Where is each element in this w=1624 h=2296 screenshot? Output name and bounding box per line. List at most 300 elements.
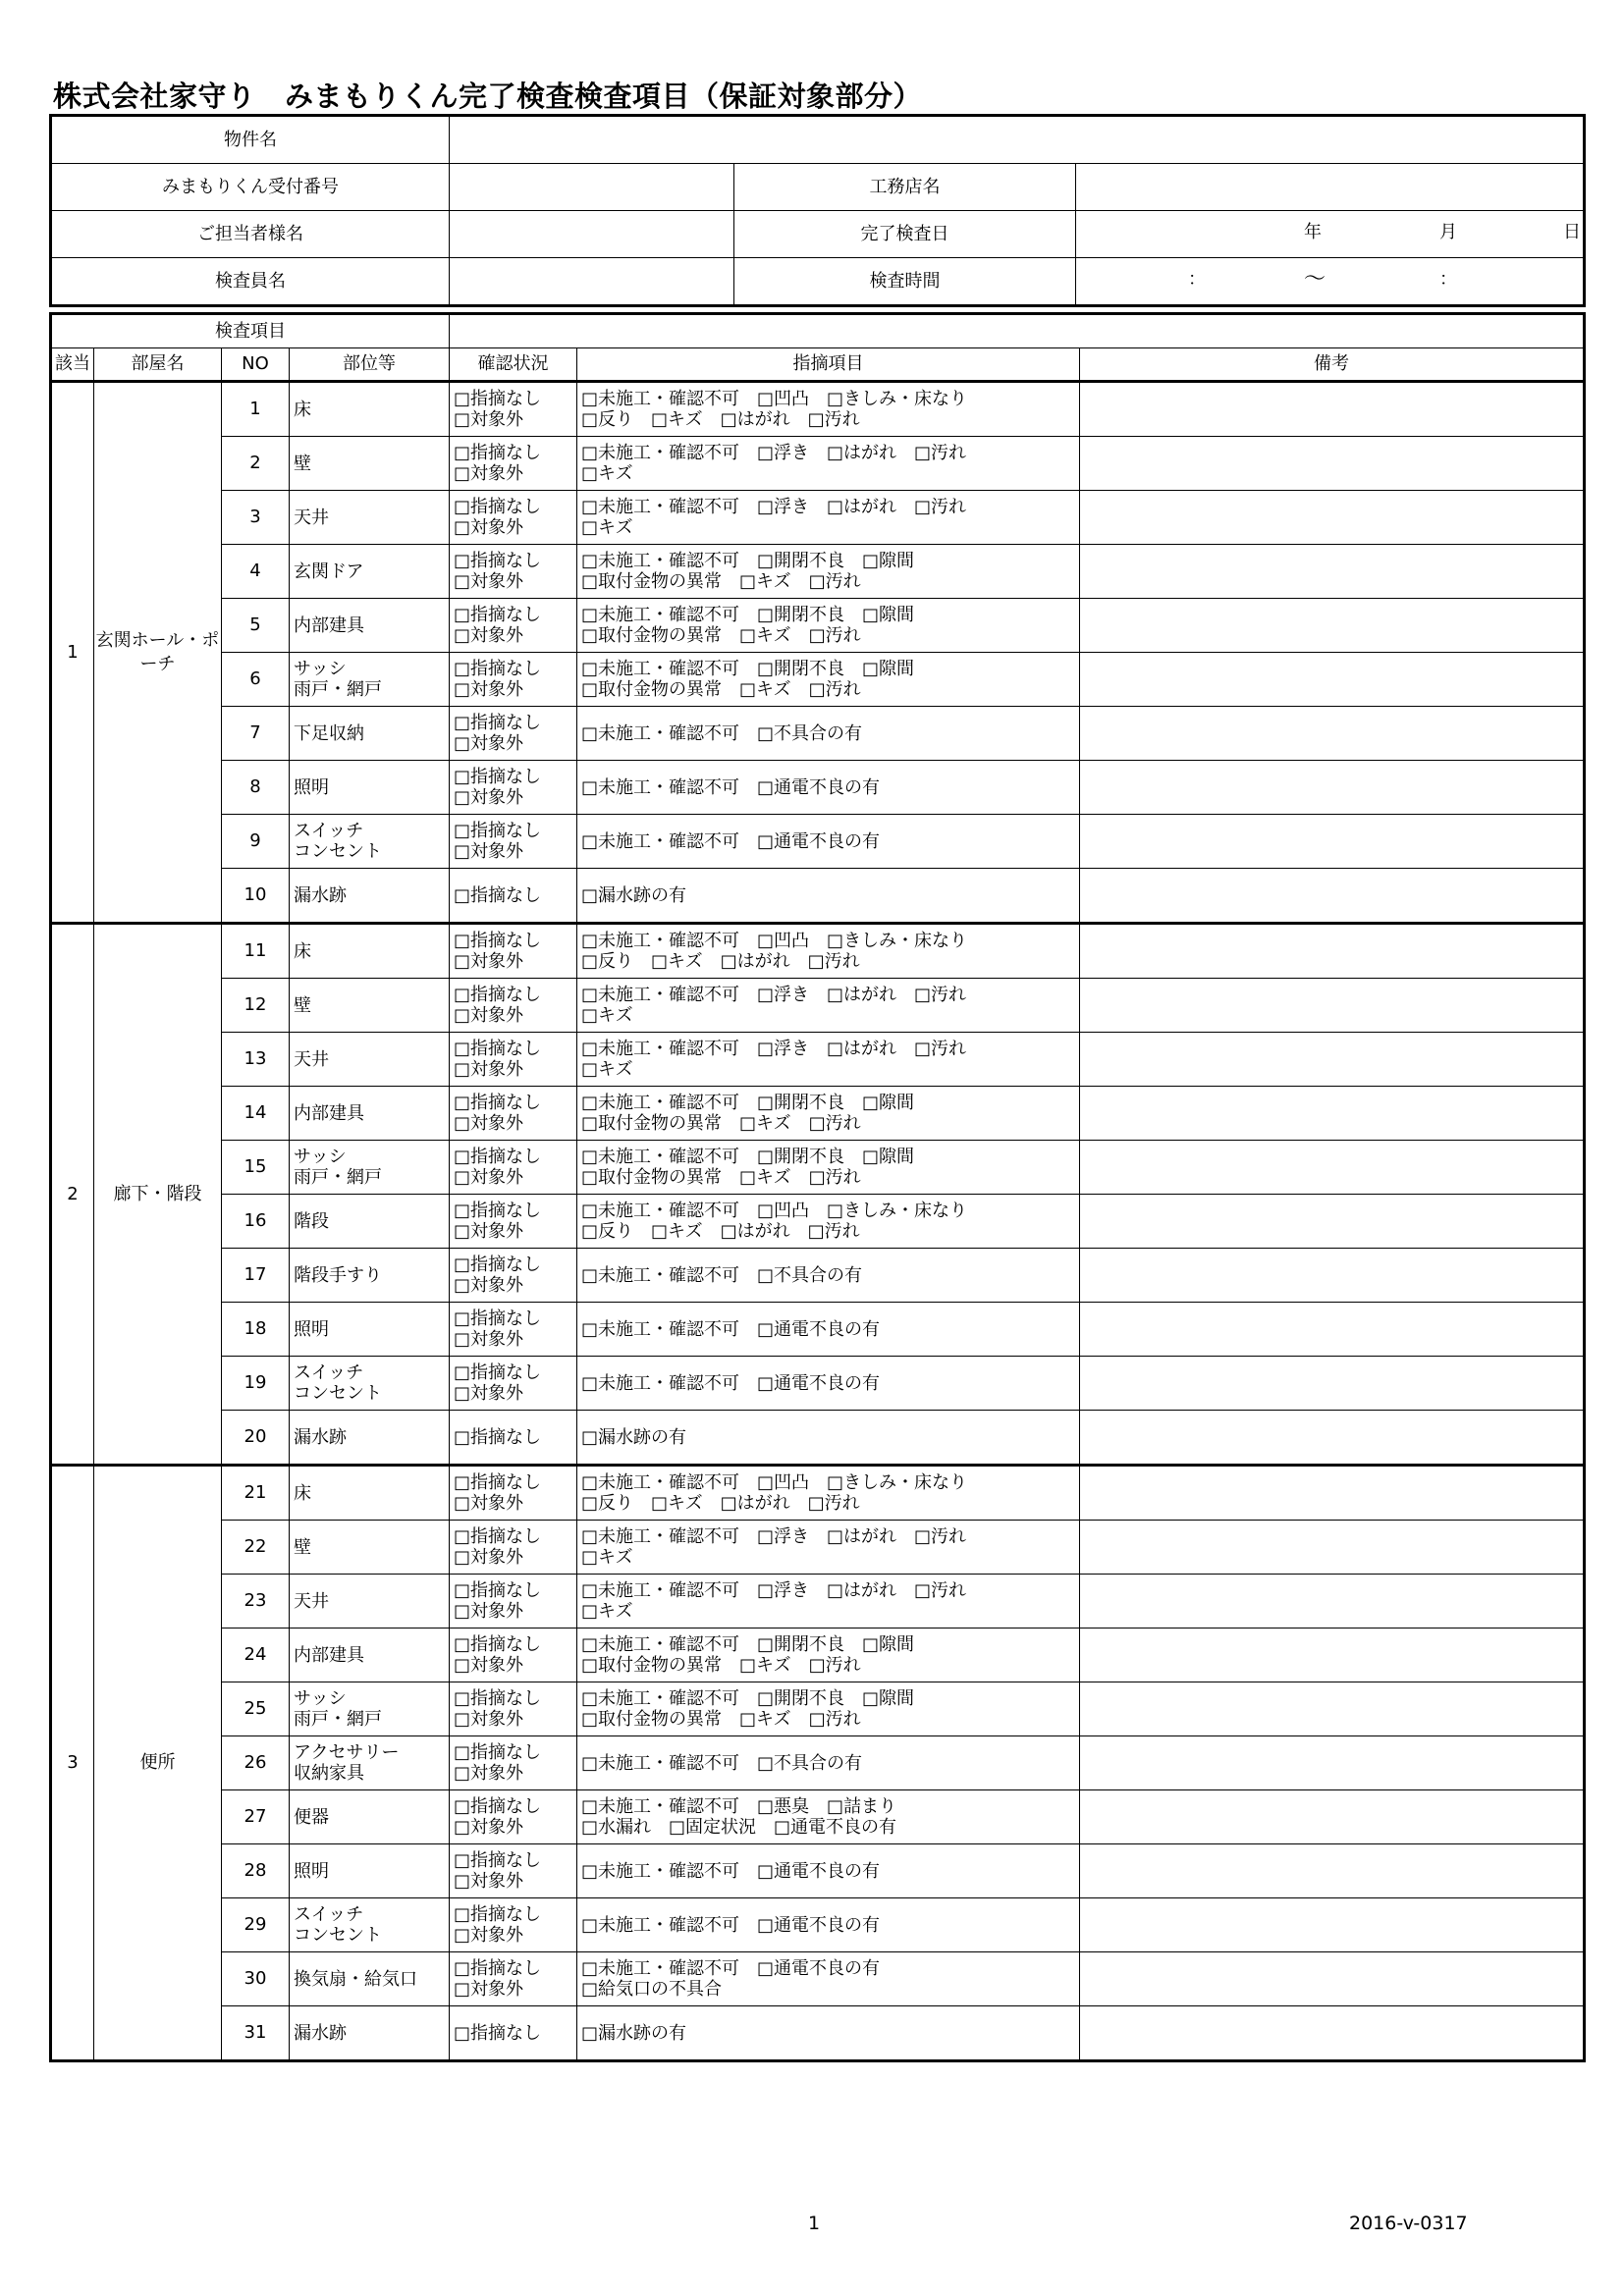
inspector-field[interactable] bbox=[450, 258, 734, 306]
remarks-field[interactable] bbox=[1080, 1898, 1585, 1952]
date-day: 日 bbox=[1563, 222, 1581, 242]
part-name-line: 天井 bbox=[294, 507, 329, 528]
issue-checkbox-line[interactable]: □未施工・確認不可 □浮き □はがれ □汚れ bbox=[581, 443, 967, 463]
part-name-line: 換気扇・給気口 bbox=[294, 1968, 417, 1990]
table-row bbox=[51, 1629, 1585, 1682]
contact-label: ご担当者様名 bbox=[51, 211, 450, 258]
time-colon-start: ： bbox=[1188, 269, 1206, 290]
remarks-field[interactable] bbox=[1080, 1087, 1585, 1141]
part-name-line: 内部建具 bbox=[294, 1102, 364, 1124]
remarks-field[interactable] bbox=[1080, 2006, 1585, 2061]
part-name bbox=[290, 924, 450, 979]
not-applicable-checkbox[interactable]: □対象外 bbox=[454, 1601, 524, 1622]
remarks-field[interactable] bbox=[1080, 1844, 1585, 1898]
issue-items bbox=[577, 382, 1080, 437]
table-row bbox=[51, 1411, 1585, 1466]
builder-label: 工務店名 bbox=[734, 164, 1076, 211]
issue-items bbox=[577, 1790, 1080, 1844]
remarks-field[interactable] bbox=[1080, 924, 1585, 979]
no-issue-checkbox[interactable]: □指摘なし bbox=[454, 767, 542, 787]
not-applicable-checkbox[interactable]: □対象外 bbox=[454, 625, 524, 646]
no-issue-checkbox[interactable]: □指摘なし bbox=[454, 1796, 542, 1817]
part-name-line: 天井 bbox=[294, 1590, 329, 1612]
remarks-field[interactable] bbox=[1080, 815, 1585, 869]
remarks-field[interactable] bbox=[1080, 1033, 1585, 1087]
issue-checkbox-line[interactable]: □未施工・確認不可 □通電不良の有 bbox=[581, 1372, 881, 1394]
remarks-field[interactable] bbox=[1080, 979, 1585, 1033]
confirmation-status bbox=[450, 1898, 577, 1952]
part-name bbox=[290, 491, 450, 545]
table-row bbox=[51, 2006, 1585, 2061]
remarks-field[interactable] bbox=[1080, 869, 1585, 924]
confirmation-status bbox=[450, 1521, 577, 1575]
item-number: 6 bbox=[222, 653, 290, 707]
part-name-line: 漏水跡 bbox=[294, 884, 347, 906]
issue-items bbox=[577, 1357, 1080, 1411]
no-issue-checkbox[interactable]: □指摘なし bbox=[454, 1255, 542, 1275]
remarks-field[interactable] bbox=[1080, 707, 1585, 761]
remarks-field[interactable] bbox=[1080, 1575, 1585, 1629]
remarks-field[interactable] bbox=[1080, 1952, 1585, 2006]
item-number: 21 bbox=[222, 1466, 290, 1521]
part-name bbox=[290, 761, 450, 815]
issue-checkbox-line[interactable]: □未施工・確認不可 □凹凸 □きしみ・床なり bbox=[581, 1472, 968, 1493]
column-header: 該当 bbox=[51, 348, 94, 382]
remarks-field[interactable] bbox=[1080, 1466, 1585, 1521]
no-issue-checkbox[interactable]: □指摘なし bbox=[454, 713, 542, 733]
table-row bbox=[51, 815, 1585, 869]
part-name-line: コンセント bbox=[294, 841, 382, 862]
no-issue-checkbox[interactable]: □指摘なし bbox=[454, 1958, 542, 1979]
not-applicable-checkbox[interactable]: □対象外 bbox=[454, 409, 524, 430]
remarks-field[interactable] bbox=[1080, 1411, 1585, 1466]
part-name bbox=[290, 1249, 450, 1303]
issue-checkbox-line[interactable]: □未施工・確認不可 □浮き □はがれ □汚れ bbox=[581, 1580, 967, 1601]
issue-checkbox-line[interactable]: □取付金物の異常 □キズ □汚れ bbox=[581, 625, 861, 646]
issue-checkbox-line[interactable]: □取付金物の異常 □キズ □汚れ bbox=[581, 571, 861, 592]
issue-checkbox-line[interactable]: □未施工・確認不可 □通電不良の有 bbox=[581, 1958, 881, 1979]
property-name-label: 物件名 bbox=[51, 116, 450, 164]
issue-checkbox-line[interactable]: □漏水跡の有 bbox=[581, 884, 687, 906]
issue-checkbox-line[interactable]: □未施工・確認不可 □開閉不良 □隙間 bbox=[581, 551, 915, 571]
part-name bbox=[290, 653, 450, 707]
issue-checkbox-line[interactable]: □未施工・確認不可 □開閉不良 □隙間 bbox=[581, 605, 915, 625]
remarks-field[interactable] bbox=[1080, 1141, 1585, 1195]
confirmation-status bbox=[450, 1249, 577, 1303]
not-applicable-checkbox[interactable]: □対象外 bbox=[454, 1221, 524, 1242]
table-row bbox=[51, 491, 1585, 545]
inspector-label: 検査員名 bbox=[51, 258, 450, 306]
confirmation-status bbox=[450, 979, 577, 1033]
item-number: 24 bbox=[222, 1629, 290, 1682]
part-name bbox=[290, 1952, 450, 2006]
issue-checkbox-line[interactable]: □水漏れ □固定状況 □通電不良の有 bbox=[581, 1817, 897, 1838]
table-row bbox=[51, 1736, 1585, 1790]
confirmation-status bbox=[450, 1141, 577, 1195]
issue-items bbox=[577, 1411, 1080, 1466]
part-name-line: 漏水跡 bbox=[294, 2022, 347, 2044]
issue-checkbox-line[interactable]: □反り □キズ □はがれ □汚れ bbox=[581, 409, 860, 430]
issue-checkbox-line[interactable]: □未施工・確認不可 □凹凸 □きしみ・床なり bbox=[581, 931, 968, 951]
no-issue-checkbox[interactable]: □指摘なし bbox=[454, 1472, 542, 1493]
table-row bbox=[51, 1952, 1585, 2006]
remarks-field[interactable] bbox=[1080, 1303, 1585, 1357]
remarks-field[interactable] bbox=[1080, 437, 1585, 491]
issue-items bbox=[577, 437, 1080, 491]
remarks-field[interactable] bbox=[1080, 599, 1585, 653]
no-issue-checkbox[interactable]: □指摘なし bbox=[454, 551, 542, 571]
remarks-field[interactable] bbox=[1080, 1736, 1585, 1790]
issue-checkbox-line[interactable]: □未施工・確認不可 □不具合の有 bbox=[581, 1264, 863, 1286]
part-name bbox=[290, 2006, 450, 2061]
not-applicable-checkbox[interactable]: □対象外 bbox=[454, 1547, 524, 1568]
issue-items bbox=[577, 1466, 1080, 1521]
date-month: 月 bbox=[1439, 222, 1457, 242]
table-row bbox=[51, 1682, 1585, 1736]
contact-field[interactable] bbox=[450, 211, 734, 258]
confirmation-status bbox=[450, 707, 577, 761]
part-name-line: 下足収納 bbox=[294, 722, 364, 744]
room-name: 便所 bbox=[94, 1466, 222, 2061]
not-applicable-checkbox[interactable]: □対象外 bbox=[454, 1655, 524, 1676]
no-issue-checkbox[interactable]: □指摘なし bbox=[454, 1526, 542, 1547]
issue-checkbox-line[interactable]: □取付金物の異常 □キズ □汚れ bbox=[581, 1655, 861, 1676]
not-applicable-checkbox[interactable]: □対象外 bbox=[454, 1925, 524, 1946]
issue-checkbox-line[interactable]: □未施工・確認不可 □悪臭 □詰まり bbox=[581, 1796, 897, 1817]
item-number: 9 bbox=[222, 815, 290, 869]
item-number: 8 bbox=[222, 761, 290, 815]
issue-checkbox-line[interactable]: □未施工・確認不可 □通電不良の有 bbox=[581, 1860, 881, 1882]
issue-checkbox-line[interactable]: □未施工・確認不可 □開閉不良 □隙間 bbox=[581, 1093, 915, 1113]
no-issue-checkbox[interactable]: □指摘なし bbox=[454, 1580, 542, 1601]
table-row bbox=[51, 707, 1585, 761]
no-issue-checkbox[interactable]: □指摘なし bbox=[454, 985, 542, 1005]
remarks-field[interactable] bbox=[1080, 1195, 1585, 1249]
part-name-line: 階段手すり bbox=[294, 1264, 382, 1286]
item-number: 27 bbox=[222, 1790, 290, 1844]
part-name bbox=[290, 1844, 450, 1898]
issue-checkbox-line[interactable]: □反り □キズ □はがれ □汚れ bbox=[581, 1493, 860, 1514]
part-name bbox=[290, 869, 450, 924]
confirmation-status bbox=[450, 1195, 577, 1249]
caption-spacer bbox=[450, 314, 1585, 348]
table-row bbox=[51, 869, 1585, 924]
no-issue-checkbox[interactable]: □指摘なし bbox=[454, 821, 542, 841]
part-name bbox=[290, 707, 450, 761]
completion-date-label: 完了検査日 bbox=[734, 211, 1076, 258]
item-number: 7 bbox=[222, 707, 290, 761]
table-row bbox=[51, 1087, 1585, 1141]
part-name-line: 照明 bbox=[294, 1318, 329, 1340]
not-applicable-checkbox[interactable]: □対象外 bbox=[454, 1979, 524, 2000]
inspection-time-field[interactable] bbox=[1076, 258, 1585, 306]
issue-checkbox-line[interactable]: □未施工・確認不可 □浮き □はがれ □汚れ bbox=[581, 1039, 967, 1059]
not-applicable-checkbox[interactable]: □対象外 bbox=[454, 787, 524, 808]
issue-items bbox=[577, 869, 1080, 924]
not-applicable-checkbox[interactable]: □対象外 bbox=[454, 679, 524, 700]
table-row bbox=[51, 599, 1585, 653]
confirmation-status bbox=[450, 1736, 577, 1790]
item-number: 11 bbox=[222, 924, 290, 979]
issue-items bbox=[577, 979, 1080, 1033]
issue-items bbox=[577, 1249, 1080, 1303]
confirmation-status bbox=[450, 599, 577, 653]
room-name: 廊下・階段 bbox=[94, 924, 222, 1466]
part-name bbox=[290, 599, 450, 653]
remarks-field[interactable] bbox=[1080, 545, 1585, 599]
issue-checkbox-line[interactable]: □未施工・確認不可 □浮き □はがれ □汚れ bbox=[581, 985, 967, 1005]
item-number: 25 bbox=[222, 1682, 290, 1736]
reception-no-field[interactable] bbox=[450, 164, 734, 211]
not-applicable-checkbox[interactable]: □対象外 bbox=[454, 1167, 524, 1188]
remarks-field[interactable] bbox=[1080, 761, 1585, 815]
no-issue-checkbox[interactable]: □指摘なし bbox=[454, 1904, 542, 1925]
no-issue-checkbox[interactable]: □指摘なし bbox=[454, 1201, 542, 1221]
part-name-line: 壁 bbox=[294, 453, 311, 474]
issue-items bbox=[577, 924, 1080, 979]
not-applicable-checkbox[interactable]: □対象外 bbox=[454, 517, 524, 538]
confirmation-status bbox=[450, 1629, 577, 1682]
not-applicable-checkbox[interactable]: □対象外 bbox=[454, 1817, 524, 1838]
no-issue-checkbox[interactable]: □指摘なし bbox=[454, 497, 542, 517]
issue-checkbox-line[interactable]: □取付金物の異常 □キズ □汚れ bbox=[581, 1167, 861, 1188]
issue-checkbox-line[interactable]: □キズ bbox=[581, 1601, 633, 1622]
issue-checkbox-line[interactable]: □未施工・確認不可 □開閉不良 □隙間 bbox=[581, 659, 915, 679]
issue-items bbox=[577, 1844, 1080, 1898]
table-row bbox=[51, 1195, 1585, 1249]
issue-checkbox-line[interactable]: □未施工・確認不可 □通電不良の有 bbox=[581, 1318, 881, 1340]
confirmation-status bbox=[450, 491, 577, 545]
item-number: 5 bbox=[222, 599, 290, 653]
column-header: 部屋名 bbox=[94, 348, 222, 382]
no-issue-checkbox[interactable]: □指摘なし bbox=[454, 443, 542, 463]
issue-checkbox-line[interactable]: □漏水跡の有 bbox=[581, 2022, 687, 2044]
part-name-line: 床 bbox=[294, 940, 311, 962]
issue-checkbox-line[interactable]: □キズ bbox=[581, 1005, 633, 1026]
no-issue-checkbox[interactable]: □指摘なし bbox=[454, 1634, 542, 1655]
time-colon-end: ： bbox=[1439, 269, 1457, 290]
item-number: 17 bbox=[222, 1249, 290, 1303]
issue-checkbox-line[interactable]: □反り □キズ □はがれ □汚れ bbox=[581, 1221, 860, 1242]
issue-checkbox-line[interactable]: □未施工・確認不可 □凹凸 □きしみ・床なり bbox=[581, 1201, 968, 1221]
column-header: 指摘項目 bbox=[577, 348, 1080, 382]
issue-checkbox-line[interactable]: □未施工・確認不可 □開閉不良 □隙間 bbox=[581, 1147, 915, 1167]
part-name bbox=[290, 1629, 450, 1682]
property-name-field[interactable] bbox=[450, 116, 1585, 164]
issue-checkbox-line[interactable]: □未施工・確認不可 □浮き □はがれ □汚れ bbox=[581, 497, 967, 517]
issue-items bbox=[577, 491, 1080, 545]
issue-items bbox=[577, 1521, 1080, 1575]
issue-items bbox=[577, 707, 1080, 761]
issue-items bbox=[577, 761, 1080, 815]
confirmation-status bbox=[450, 1411, 577, 1466]
issue-checkbox-line[interactable]: □キズ bbox=[581, 517, 633, 538]
not-applicable-checkbox[interactable]: □対象外 bbox=[454, 1005, 524, 1026]
no-issue-checkbox[interactable]: □指摘なし bbox=[454, 1147, 542, 1167]
confirmation-status bbox=[450, 545, 577, 599]
issue-checkbox-line[interactable]: □未施工・確認不可 □通電不良の有 bbox=[581, 776, 881, 798]
part-name-line: 床 bbox=[294, 399, 311, 420]
confirmation-status bbox=[450, 1790, 577, 1844]
item-number: 23 bbox=[222, 1575, 290, 1629]
issue-items bbox=[577, 815, 1080, 869]
item-number: 18 bbox=[222, 1303, 290, 1357]
remarks-field[interactable] bbox=[1080, 382, 1585, 437]
issue-checkbox-line[interactable]: □未施工・確認不可 □不具合の有 bbox=[581, 1752, 863, 1774]
remarks-field[interactable] bbox=[1080, 1682, 1585, 1736]
no-issue-checkbox[interactable]: □指摘なし bbox=[454, 1362, 542, 1383]
item-number: 30 bbox=[222, 1952, 290, 2006]
not-applicable-checkbox[interactable]: □対象外 bbox=[454, 463, 524, 484]
table-row bbox=[51, 1575, 1585, 1629]
issue-checkbox-line[interactable]: □キズ bbox=[581, 463, 633, 484]
not-applicable-checkbox[interactable]: □対象外 bbox=[454, 1493, 524, 1514]
no-issue-checkbox[interactable]: □指摘なし bbox=[454, 1426, 542, 1448]
part-name-line: 内部建具 bbox=[294, 614, 364, 636]
no-issue-checkbox[interactable]: □指摘なし bbox=[454, 2022, 542, 2044]
table-row bbox=[51, 1357, 1585, 1411]
table-row bbox=[51, 1790, 1585, 1844]
confirmation-status bbox=[450, 2006, 577, 2061]
part-name-line: 雨戸・網戸 bbox=[294, 1167, 382, 1188]
issue-checkbox-line[interactable]: □未施工・確認不可 □不具合の有 bbox=[581, 722, 863, 744]
confirmation-status bbox=[450, 815, 577, 869]
column-header: 備考 bbox=[1080, 348, 1585, 382]
not-applicable-checkbox[interactable]: □対象外 bbox=[454, 1709, 524, 1730]
remarks-field[interactable] bbox=[1080, 1790, 1585, 1844]
not-applicable-checkbox[interactable]: □対象外 bbox=[454, 1275, 524, 1296]
part-name bbox=[290, 815, 450, 869]
part-name-line: サッシ bbox=[294, 1688, 347, 1709]
remarks-field[interactable] bbox=[1080, 1629, 1585, 1682]
table-row bbox=[51, 545, 1585, 599]
confirmation-status bbox=[450, 1466, 577, 1521]
issue-checkbox-line[interactable]: □取付金物の異常 □キズ □汚れ bbox=[581, 679, 861, 700]
item-number: 12 bbox=[222, 979, 290, 1033]
part-name-line: 内部建具 bbox=[294, 1644, 364, 1666]
no-issue-checkbox[interactable]: □指摘なし bbox=[454, 659, 542, 679]
issue-checkbox-line[interactable]: □未施工・確認不可 □浮き □はがれ □汚れ bbox=[581, 1526, 967, 1547]
issue-checkbox-line[interactable]: □未施工・確認不可 □通電不良の有 bbox=[581, 830, 881, 852]
issue-checkbox-line[interactable]: □取付金物の異常 □キズ □汚れ bbox=[581, 1113, 861, 1134]
not-applicable-checkbox[interactable]: □対象外 bbox=[454, 1059, 524, 1080]
item-number: 20 bbox=[222, 1411, 290, 1466]
confirmation-status bbox=[450, 1303, 577, 1357]
issue-items bbox=[577, 1898, 1080, 1952]
part-name-line: スイッチ bbox=[294, 1904, 364, 1925]
time-tilde: ～ bbox=[1304, 267, 1326, 292]
no-issue-checkbox[interactable]: □指摘なし bbox=[454, 605, 542, 625]
issue-checkbox-line[interactable]: □キズ bbox=[581, 1059, 633, 1080]
page-number: 1 bbox=[808, 2213, 821, 2234]
not-applicable-checkbox[interactable]: □対象外 bbox=[454, 951, 524, 972]
remarks-field[interactable] bbox=[1080, 1357, 1585, 1411]
issue-checkbox-line[interactable]: □未施工・確認不可 □開閉不良 □隙間 bbox=[581, 1634, 915, 1655]
part-name bbox=[290, 437, 450, 491]
part-name bbox=[290, 1575, 450, 1629]
no-issue-checkbox[interactable]: □指摘なし bbox=[454, 1688, 542, 1709]
part-name bbox=[290, 1411, 450, 1466]
item-number: 29 bbox=[222, 1898, 290, 1952]
issue-items bbox=[577, 1141, 1080, 1195]
not-applicable-checkbox[interactable]: □対象外 bbox=[454, 571, 524, 592]
no-issue-checkbox[interactable]: □指摘なし bbox=[454, 1850, 542, 1871]
issue-checkbox-line[interactable]: □未施工・確認不可 □通電不良の有 bbox=[581, 1914, 881, 1936]
builder-field[interactable] bbox=[1076, 164, 1585, 211]
not-applicable-checkbox[interactable]: □対象外 bbox=[454, 1329, 524, 1350]
remarks-field[interactable] bbox=[1080, 491, 1585, 545]
no-issue-checkbox[interactable]: □指摘なし bbox=[454, 389, 542, 409]
remarks-field[interactable] bbox=[1080, 653, 1585, 707]
column-header-row bbox=[51, 348, 1585, 382]
remarks-field[interactable] bbox=[1080, 1249, 1585, 1303]
part-name-line: 玄関ドア bbox=[294, 561, 364, 582]
completion-date-field[interactable] bbox=[1076, 211, 1585, 258]
no-issue-checkbox[interactable]: □指摘なし bbox=[454, 931, 542, 951]
part-name-line: コンセント bbox=[294, 1383, 382, 1404]
part-name bbox=[290, 1466, 450, 1521]
issue-items bbox=[577, 1736, 1080, 1790]
part-name-line: アクセサリー bbox=[294, 1742, 400, 1763]
part-name-line: 階段 bbox=[294, 1210, 329, 1232]
inspection-time-label: 検査時間 bbox=[734, 258, 1076, 306]
issue-checkbox-line[interactable]: □取付金物の異常 □キズ □汚れ bbox=[581, 1709, 861, 1730]
issue-checkbox-line[interactable]: □漏水跡の有 bbox=[581, 1426, 687, 1448]
item-number: 19 bbox=[222, 1357, 290, 1411]
issue-checkbox-line[interactable]: □キズ bbox=[581, 1547, 633, 1568]
not-applicable-checkbox[interactable]: □対象外 bbox=[454, 1871, 524, 1892]
issue-items bbox=[577, 1087, 1080, 1141]
issue-checkbox-line[interactable]: □給気口の不具合 bbox=[581, 1979, 723, 2000]
not-applicable-checkbox[interactable]: □対象外 bbox=[454, 1763, 524, 1784]
date-year: 年 bbox=[1304, 222, 1322, 242]
table-row bbox=[51, 1249, 1585, 1303]
not-applicable-checkbox[interactable]: □対象外 bbox=[454, 1383, 524, 1404]
item-number: 3 bbox=[222, 491, 290, 545]
room-name: 玄関ホール・ポーチ bbox=[94, 382, 222, 924]
no-issue-checkbox[interactable]: □指摘なし bbox=[454, 1742, 542, 1763]
issue-items bbox=[577, 1629, 1080, 1682]
part-name bbox=[290, 545, 450, 599]
not-applicable-checkbox[interactable]: □対象外 bbox=[454, 1113, 524, 1134]
part-name bbox=[290, 1033, 450, 1087]
remarks-field[interactable] bbox=[1080, 1521, 1585, 1575]
item-number: 15 bbox=[222, 1141, 290, 1195]
issue-checkbox-line[interactable]: □未施工・確認不可 □開閉不良 □隙間 bbox=[581, 1688, 915, 1709]
confirmation-status bbox=[450, 382, 577, 437]
not-applicable-checkbox[interactable]: □対象外 bbox=[454, 733, 524, 754]
part-name bbox=[290, 1682, 450, 1736]
no-issue-checkbox[interactable]: □指摘なし bbox=[454, 1308, 542, 1329]
issue-checkbox-line[interactable]: □未施工・確認不可 □凹凸 □きしみ・床なり bbox=[581, 389, 968, 409]
item-number: 4 bbox=[222, 545, 290, 599]
part-name bbox=[290, 382, 450, 437]
table-row bbox=[51, 437, 1585, 491]
reception-no-label: みまもりくん受付番号 bbox=[51, 164, 450, 211]
issue-checkbox-line[interactable]: □反り □キズ □はがれ □汚れ bbox=[581, 951, 860, 972]
no-issue-checkbox[interactable]: □指摘なし bbox=[454, 1039, 542, 1059]
issue-items bbox=[577, 1195, 1080, 1249]
no-issue-checkbox[interactable]: □指摘なし bbox=[454, 1093, 542, 1113]
issue-items bbox=[577, 1682, 1080, 1736]
part-name bbox=[290, 1357, 450, 1411]
part-name bbox=[290, 1195, 450, 1249]
caption-row bbox=[51, 314, 1585, 348]
part-name bbox=[290, 1790, 450, 1844]
no-issue-checkbox[interactable]: □指摘なし bbox=[454, 884, 542, 906]
confirmation-status bbox=[450, 1087, 577, 1141]
not-applicable-checkbox[interactable]: □対象外 bbox=[454, 841, 524, 862]
